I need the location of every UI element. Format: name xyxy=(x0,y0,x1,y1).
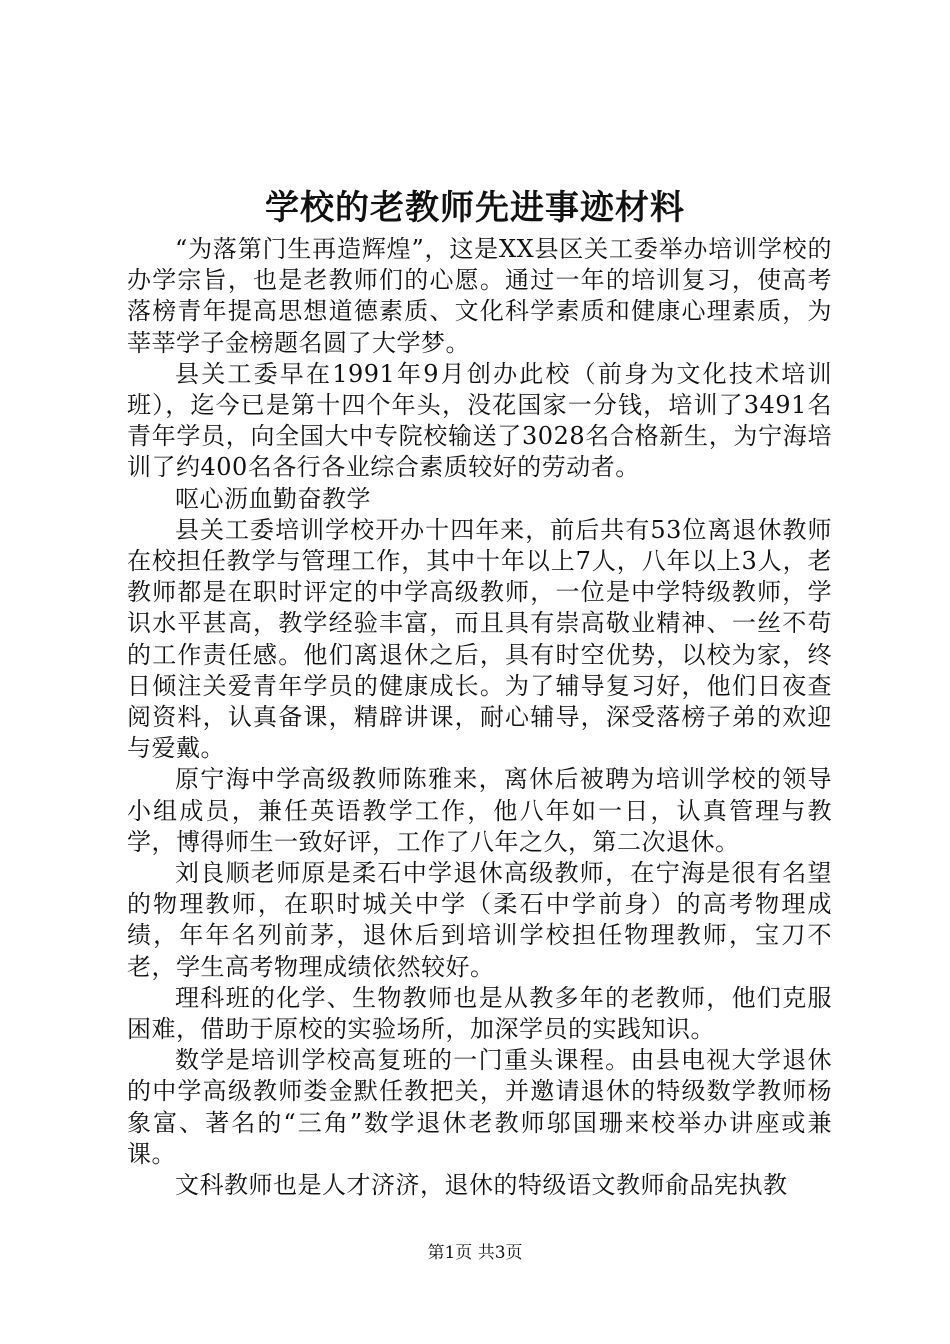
paragraph-8: 文科教师也是人才济济，退休的特级语文教师俞品宪执教 xyxy=(175,1171,788,1200)
paragraph-3: 县关工委培训学校开办十四年来，前后共有53位离退休教师在校担任教学与管理工作，其中十年以上7人，八年以上3人，老教师都是在职时评定的中学高级教师，一位是中学特级教师，学识水平甚高，教学经验丰富，而且具有崇高敬业精神、一丝不苟的工作责任感。他们离退休之后，具有时空优势，以校为家，终日倾注关爱青年学员的健康成长。为了辅导复习好，他们日夜查阅资料，认真备课，精辟讲课，耐心辅导，深受落榜子弟的欢迎与爱戴。 xyxy=(127,515,832,763)
document-title: 学校的老教师先进事迹材料 xyxy=(265,188,685,228)
page-footer: 第1页 共3页 xyxy=(427,1243,523,1263)
paragraph-2: 县关工委早在1991年9月创办此校（前身为文化技术培训班），迄今已是第十四个年头，没花国家一分钱，培训了3491名青年学员，向全国大中专院校输送了3028名合格新生，为宁海培训了约400名各行各业综合素质较好的劳动者。 xyxy=(127,359,832,482)
paragraph-7: 数学是培训学校高复班的一门重头课程。由县电视大学退休的中学高级教师娄金默任教把关，并邀请退休的特级数学教师杨象富、著名的“三角”数学退休老教师邬国珊来校举办讲座或兼课。 xyxy=(127,1046,832,1168)
paragraph-1: “为落第门生再造辉煌”，这是XX县区关工委举办培训学校的办学宗旨，也是老教师们的心愿。通过一年的培训复习，使高考落榜青年提高思想道德素质、文化科学素质和健康心理素质，为莘莘学子金榜题名圆了大学梦。 xyxy=(127,235,832,357)
paragraph-5: 刘良顺老师原是柔石中学退休高级教师，在宁海是很有名望的物理教师，在职时城关中学（柔石中学前身）的高考物理成绩，年年名列前茅，退休后到培训学校担任物理教师，宝刀不老，学生高考物理成绩依然较好。 xyxy=(127,859,832,981)
paragraph-6: 理科班的化学、生物教师也是从教多年的老教师，他们克服困难，借助于原校的实验场所，加深学员的实践知识。 xyxy=(127,983,832,1044)
document-body xyxy=(127,234,832,1201)
paragraph-4: 原宁海中学高级教师陈雅来，离休后被聘为培训学校的领导小组成员，兼任英语教学工作，他八年如一日，认真管理与教学，博得师生一致好评，工作了八年之久，第二次退休。 xyxy=(127,765,832,856)
section-heading: 呕心沥血勤奋教学 xyxy=(175,484,371,513)
